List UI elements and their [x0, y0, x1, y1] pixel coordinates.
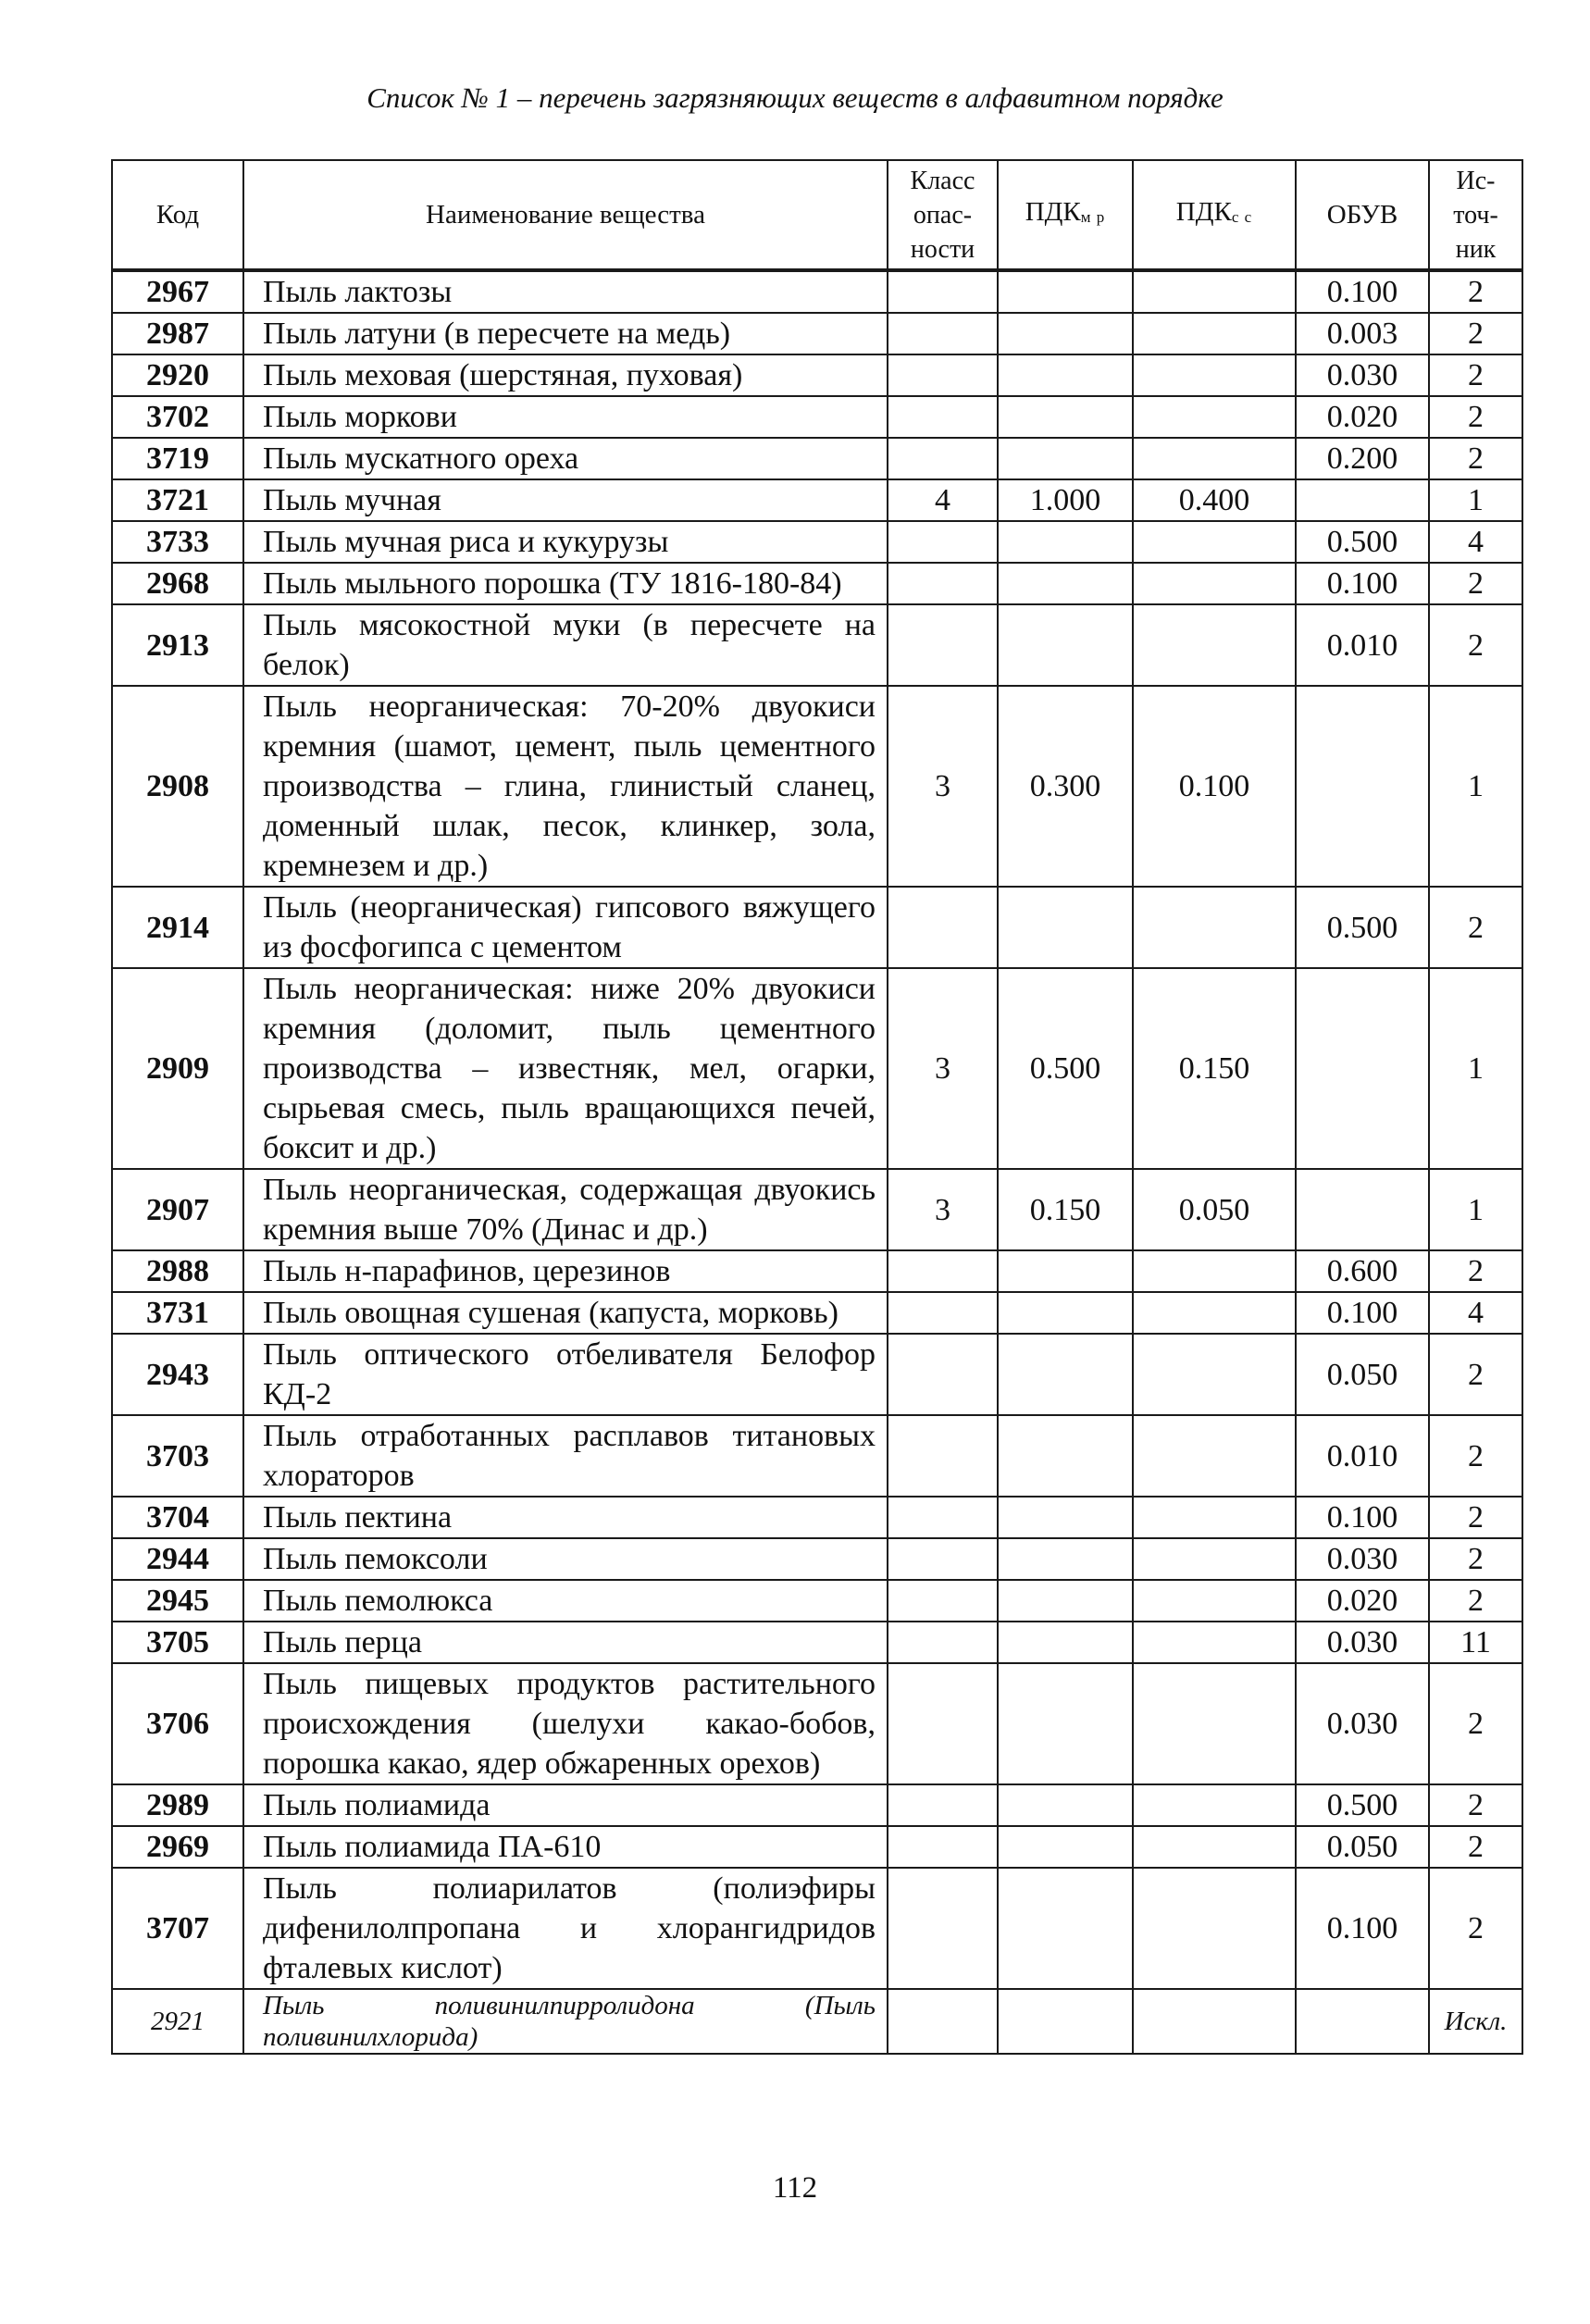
header-pdk-mr-base: ПДК: [1025, 197, 1081, 227]
obuv-cell: 0.100: [1296, 1868, 1429, 1989]
code-cell: 2967: [112, 270, 243, 313]
pdk-mr-cell: [998, 1826, 1133, 1868]
obuv-cell: 0.600: [1296, 1250, 1429, 1292]
pdk-ss-cell: [1133, 1415, 1296, 1497]
header-hazard-class-line2: опас-: [913, 200, 973, 230]
pdk-mr-cell: [998, 1989, 1133, 2054]
source-cell: 2: [1429, 1334, 1522, 1415]
pdk-mr-cell: [998, 1538, 1133, 1580]
obuv-cell: 0.050: [1296, 1334, 1429, 1415]
obuv-cell: 0.500: [1296, 521, 1429, 563]
obuv-cell: 0.050: [1296, 1826, 1429, 1868]
name-cell: Пыль лактозы: [243, 270, 888, 313]
obuv-cell: 0.003: [1296, 313, 1429, 354]
pdk-mr-cell: [998, 313, 1133, 354]
header-code: Код: [112, 160, 243, 270]
name-cell: Пыль пемолюкса: [243, 1580, 888, 1622]
source-cell: 1: [1429, 686, 1522, 887]
header-pdk-ss: [1133, 160, 1296, 270]
hazard-class-cell: [888, 1292, 998, 1334]
code-cell: 2921: [112, 1989, 243, 2054]
code-cell: 2907: [112, 1169, 243, 1250]
table-row: [112, 1497, 1522, 1538]
obuv-cell: 0.030: [1296, 1538, 1429, 1580]
pdk-ss-cell: [1133, 1826, 1296, 1868]
pdk-ss-cell: 0.100: [1133, 686, 1296, 887]
hazard-class-cell: [888, 313, 998, 354]
source-cell: 2: [1429, 354, 1522, 396]
pdk-ss-cell: [1133, 1784, 1296, 1826]
name-cell: Пыль латуни (в пересчете на медь): [243, 313, 888, 354]
hazard-class-cell: [888, 1826, 998, 1868]
hazard-class-cell: [888, 887, 998, 968]
header-obuv: ОБУВ: [1296, 160, 1429, 270]
obuv-cell: [1296, 1989, 1429, 2054]
table-header-row: [112, 160, 1522, 270]
pdk-ss-cell: [1133, 438, 1296, 479]
source-cell: 11: [1429, 1622, 1522, 1663]
hazard-class-cell: 4: [888, 479, 998, 521]
hazard-class-cell: [888, 521, 998, 563]
name-cell: Пыль мыльного порошка (ТУ 1816-180-84): [243, 563, 888, 604]
pdk-mr-cell: [998, 604, 1133, 686]
source-cell: 2: [1429, 270, 1522, 313]
pdk-mr-cell: [998, 270, 1133, 313]
pdk-mr-cell: [998, 1497, 1133, 1538]
source-cell: 2: [1429, 1826, 1522, 1868]
source-cell: 4: [1429, 521, 1522, 563]
pdk-ss-cell: [1133, 1580, 1296, 1622]
pdk-ss-cell: 0.400: [1133, 479, 1296, 521]
source-cell: 2: [1429, 563, 1522, 604]
hazard-class-cell: [888, 1989, 998, 2054]
table-row: [112, 968, 1522, 1169]
code-cell: 2989: [112, 1784, 243, 1826]
header-pdk-ss-sub: с с: [1231, 208, 1253, 226]
code-cell: 3704: [112, 1497, 243, 1538]
code-cell: 2943: [112, 1334, 243, 1415]
code-cell: 2945: [112, 1580, 243, 1622]
pdk-mr-cell: [998, 1334, 1133, 1415]
pdk-ss-cell: [1133, 604, 1296, 686]
hazard-class-cell: [888, 563, 998, 604]
code-cell: 2914: [112, 887, 243, 968]
source-cell: 1: [1429, 1169, 1522, 1250]
obuv-cell: [1296, 968, 1429, 1169]
hazard-class-cell: 3: [888, 968, 998, 1169]
source-cell: 1: [1429, 479, 1522, 521]
name-cell: Пыль оптического отбеливателя Белофор КД-2: [243, 1334, 888, 1415]
source-cell: 2: [1429, 1415, 1522, 1497]
name-cell: Пыль н-парафинов, церезинов: [243, 1250, 888, 1292]
hazard-class-cell: [888, 438, 998, 479]
code-cell: 3731: [112, 1292, 243, 1334]
hazard-class-cell: [888, 270, 998, 313]
hazard-class-cell: [888, 1538, 998, 1580]
pdk-ss-cell: [1133, 1334, 1296, 1415]
code-cell: 2944: [112, 1538, 243, 1580]
page-title: Список № 1 – перечень загрязняющих веществ в алфавитном порядке: [366, 81, 1224, 114]
source-cell: Искл.: [1429, 1989, 1522, 2054]
pdk-mr-cell: 1.000: [998, 479, 1133, 521]
code-cell: 2909: [112, 968, 243, 1169]
table-row: [112, 1989, 1522, 2054]
pdk-mr-cell: [998, 438, 1133, 479]
hazard-class-cell: [888, 396, 998, 438]
code-cell: 3702: [112, 396, 243, 438]
code-cell: 3705: [112, 1622, 243, 1663]
obuv-cell: 0.200: [1296, 438, 1429, 479]
code-cell: 3703: [112, 1415, 243, 1497]
code-cell: 3733: [112, 521, 243, 563]
table-row: [112, 1169, 1522, 1250]
source-cell: 2: [1429, 604, 1522, 686]
obuv-cell: [1296, 686, 1429, 887]
header-hazard-class-line3: ности: [910, 234, 975, 264]
name-cell: Пыль пищевых продуктов растительного происхождения (шелухи какао-бобов, порошка какао, ядер обжаренных орехов): [243, 1663, 888, 1784]
hazard-class-cell: [888, 1784, 998, 1826]
header-source-line1: Ис-: [1456, 166, 1496, 195]
obuv-cell: 0.030: [1296, 1663, 1429, 1784]
name-cell: Пыль отработанных расплавов титановых хлораторов: [243, 1415, 888, 1497]
obuv-cell: 0.500: [1296, 1784, 1429, 1826]
pdk-mr-cell: 0.150: [998, 1169, 1133, 1250]
hazard-class-cell: 3: [888, 1169, 998, 1250]
hazard-class-cell: [888, 1415, 998, 1497]
table-row: [112, 270, 1522, 313]
hazard-class-cell: [888, 604, 998, 686]
table-row: [112, 354, 1522, 396]
pdk-mr-cell: [998, 1250, 1133, 1292]
substances-table: [111, 159, 1523, 2055]
code-cell: 2969: [112, 1826, 243, 1868]
pdk-ss-cell: 0.050: [1133, 1169, 1296, 1250]
pdk-mr-cell: [998, 887, 1133, 968]
name-cell: Пыль (неорганическая) гипсового вяжущего из фосфогипса с цементом: [243, 887, 888, 968]
name-cell: Пыль моркови: [243, 396, 888, 438]
name-cell: Пыль поливинилпирролидона (Пыль поливинилхлорида): [243, 1989, 888, 2054]
header-source-line2: точ-: [1453, 200, 1498, 230]
hazard-class-cell: [888, 1580, 998, 1622]
table-row: [112, 479, 1522, 521]
table-row: [112, 1580, 1522, 1622]
obuv-cell: [1296, 479, 1429, 521]
name-cell: Пыль неорганическая: 70-20% двуокиси кремния (шамот, цемент, пыль цементного производства – глина, глинистый сланец, доменный шлак, песок, клинкер, зола, кремнезем и др.): [243, 686, 888, 887]
code-cell: 2913: [112, 604, 243, 686]
pdk-ss-cell: [1133, 521, 1296, 563]
hazard-class-cell: [888, 1663, 998, 1784]
hazard-class-cell: [888, 1868, 998, 1989]
name-cell: Пыль пектина: [243, 1497, 888, 1538]
name-cell: Пыль полиамида: [243, 1784, 888, 1826]
pdk-ss-cell: [1133, 396, 1296, 438]
pdk-mr-cell: [998, 521, 1133, 563]
code-cell: 2908: [112, 686, 243, 887]
pdk-mr-cell: [998, 1622, 1133, 1663]
header-pdk-mr-sub: м р: [1080, 208, 1106, 226]
table-row: [112, 1250, 1522, 1292]
source-cell: 1: [1429, 968, 1522, 1169]
table-row: [112, 1292, 1522, 1334]
pdk-ss-cell: [1133, 1663, 1296, 1784]
obuv-cell: 0.500: [1296, 887, 1429, 968]
table-row: [112, 1538, 1522, 1580]
table-row: [112, 438, 1522, 479]
source-cell: 2: [1429, 438, 1522, 479]
pdk-ss-cell: [1133, 313, 1296, 354]
pdk-mr-cell: [998, 354, 1133, 396]
table-body: [112, 270, 1522, 2054]
code-cell: 3706: [112, 1663, 243, 1784]
source-cell: 4: [1429, 1292, 1522, 1334]
table-row: [112, 521, 1522, 563]
pdk-ss-cell: [1133, 1497, 1296, 1538]
hazard-class-cell: [888, 1334, 998, 1415]
pdk-ss-cell: [1133, 1868, 1296, 1989]
pdk-ss-cell: [1133, 270, 1296, 313]
table-row: [112, 604, 1522, 686]
pdk-mr-cell: [998, 1415, 1133, 1497]
header-pdk-mr: [998, 160, 1133, 270]
hazard-class-cell: [888, 1250, 998, 1292]
source-cell: 2: [1429, 1538, 1522, 1580]
header-hazard-class-line1: Класс: [910, 166, 975, 195]
name-cell: Пыль полиарилатов (полиэфиры дифенилолпропана и хлорангидридов фталевых кислот): [243, 1868, 888, 1989]
table-row: [112, 1784, 1522, 1826]
pdk-mr-cell: 0.300: [998, 686, 1133, 887]
name-cell: Пыль мучная риса и кукурузы: [243, 521, 888, 563]
obuv-cell: [1296, 1169, 1429, 1250]
code-cell: 3719: [112, 438, 243, 479]
code-cell: 3721: [112, 479, 243, 521]
source-cell: 2: [1429, 1250, 1522, 1292]
obuv-cell: 0.100: [1296, 270, 1429, 313]
table-row: [112, 313, 1522, 354]
obuv-cell: 0.100: [1296, 1292, 1429, 1334]
obuv-cell: 0.030: [1296, 354, 1429, 396]
code-cell: 3707: [112, 1868, 243, 1989]
table-row: [112, 686, 1522, 887]
header-name: Наименование вещества: [243, 160, 888, 270]
pdk-ss-cell: [1133, 1250, 1296, 1292]
pdk-mr-cell: [998, 1663, 1133, 1784]
code-cell: 2988: [112, 1250, 243, 1292]
source-cell: 2: [1429, 887, 1522, 968]
header-hazard-class: [888, 160, 998, 270]
source-cell: 2: [1429, 1663, 1522, 1784]
pdk-mr-cell: [998, 1292, 1133, 1334]
name-cell: Пыль неорганическая, содержащая двуокись кремния выше 70% (Динас и др.): [243, 1169, 888, 1250]
name-cell: Пыль овощная сушеная (капуста, морковь): [243, 1292, 888, 1334]
name-cell: Пыль полиамида ПА-610: [243, 1826, 888, 1868]
pdk-mr-cell: [998, 563, 1133, 604]
pdk-ss-cell: [1133, 1538, 1296, 1580]
source-cell: 2: [1429, 1580, 1522, 1622]
page-number: 112: [772, 2171, 818, 2205]
source-cell: 2: [1429, 313, 1522, 354]
table-row: [112, 887, 1522, 968]
table-row: [112, 1334, 1522, 1415]
source-cell: 2: [1429, 1497, 1522, 1538]
obuv-cell: 0.020: [1296, 1580, 1429, 1622]
name-cell: Пыль мускатного ореха: [243, 438, 888, 479]
table-row: [112, 1826, 1522, 1868]
header-pdk-ss-base: ПДК: [1175, 197, 1232, 227]
name-cell: Пыль перца: [243, 1622, 888, 1663]
hazard-class-cell: [888, 1497, 998, 1538]
pdk-ss-cell: [1133, 1989, 1296, 2054]
header-source: [1429, 160, 1522, 270]
pdk-ss-cell: [1133, 1292, 1296, 1334]
table-row: [112, 1663, 1522, 1784]
name-cell: Пыль мясокостной муки (в пересчете на белок): [243, 604, 888, 686]
code-cell: 2987: [112, 313, 243, 354]
name-cell: Пыль неорганическая: ниже 20% двуокиси кремния (доломит, пыль цементного производства – известняк, мел, огарки, сырьевая смесь, пыль вращающихся печей, боксит и др.): [243, 968, 888, 1169]
table-row: [112, 1622, 1522, 1663]
code-cell: 2920: [112, 354, 243, 396]
obuv-cell: 0.100: [1296, 1497, 1429, 1538]
table-row: [112, 1415, 1522, 1497]
table-row: [112, 396, 1522, 438]
obuv-cell: 0.100: [1296, 563, 1429, 604]
obuv-cell: 0.020: [1296, 396, 1429, 438]
table-row: [112, 1868, 1522, 1989]
code-cell: 2968: [112, 563, 243, 604]
hazard-class-cell: [888, 354, 998, 396]
pdk-ss-cell: 0.150: [1133, 968, 1296, 1169]
pdk-mr-cell: 0.500: [998, 968, 1133, 1169]
pdk-ss-cell: [1133, 563, 1296, 604]
source-cell: 2: [1429, 1784, 1522, 1826]
pdk-mr-cell: [998, 1784, 1133, 1826]
hazard-class-cell: [888, 1622, 998, 1663]
header-source-line3: ник: [1455, 234, 1497, 264]
name-cell: Пыль мучная: [243, 479, 888, 521]
pdk-mr-cell: [998, 1868, 1133, 1989]
hazard-class-cell: 3: [888, 686, 998, 887]
obuv-cell: 0.010: [1296, 604, 1429, 686]
obuv-cell: 0.010: [1296, 1415, 1429, 1497]
pdk-mr-cell: [998, 396, 1133, 438]
name-cell: Пыль пемоксоли: [243, 1538, 888, 1580]
pdk-mr-cell: [998, 1580, 1133, 1622]
pdk-ss-cell: [1133, 1622, 1296, 1663]
pdk-ss-cell: [1133, 354, 1296, 396]
source-cell: 2: [1429, 1868, 1522, 1989]
pdk-ss-cell: [1133, 887, 1296, 968]
table-row: [112, 563, 1522, 604]
source-cell: 2: [1429, 396, 1522, 438]
name-cell: Пыль меховая (шерстяная, пуховая): [243, 354, 888, 396]
obuv-cell: 0.030: [1296, 1622, 1429, 1663]
